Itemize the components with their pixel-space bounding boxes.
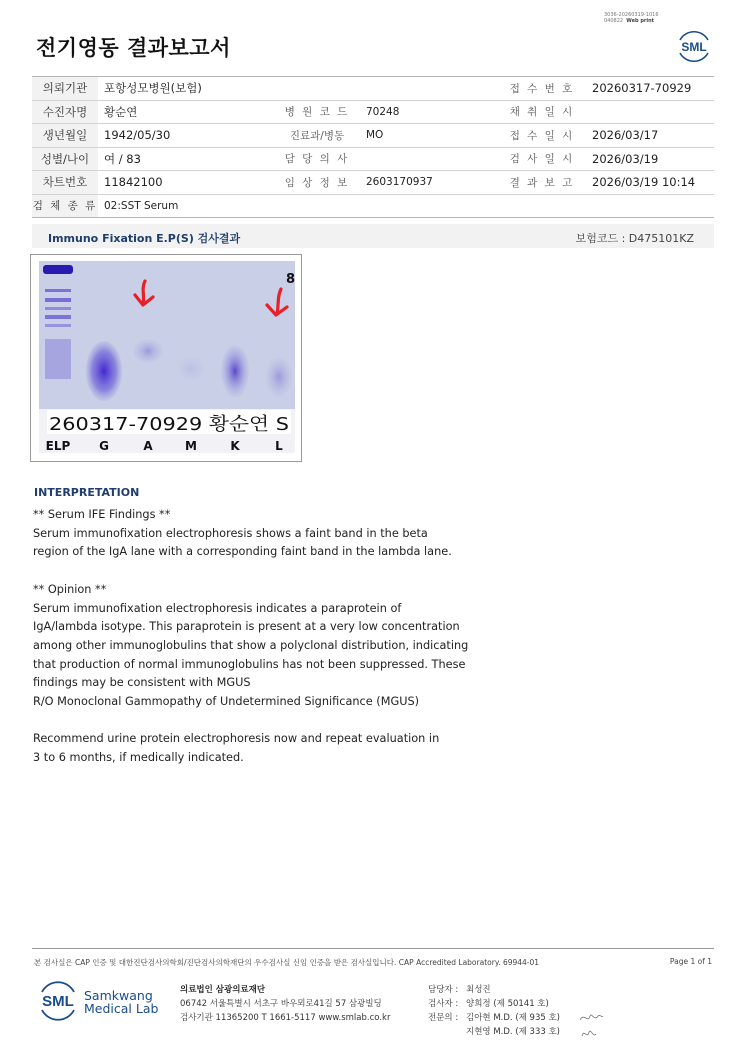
interpretation-line: Serum immunofixation electrophoresis shows a faint band in the beta [33,526,428,540]
info-row [32,77,714,101]
info-row [32,100,714,124]
receipt-number-value: 20260317-70929 [586,77,714,101]
gel-sample-label: 260317-70929 황순연 S [49,414,289,435]
staff-name: 김아현 M.D. (제 935 호) [466,1013,561,1023]
lane-label: L [275,439,283,453]
interpretation-line: region of the IgA lane with a corresponding faint band in the lambda lane. [33,545,452,559]
igm-lane [177,357,205,381]
label-department: 진료과/병동 [274,124,360,148]
lane-label: A [143,439,153,453]
hospital-code-value: 70248 [360,100,498,124]
handwritten-signature [578,1010,604,1042]
label-sex-age: 성별/나이 [32,147,98,171]
patient-info-table [32,76,714,218]
info-row [32,124,714,148]
birth-date-value: 1942/05/30 [98,124,274,148]
lane-label: M [185,439,197,453]
label-specimen-type: 검 체 종 류 [32,194,98,218]
print-code-line2: 040822 [604,18,624,24]
interpretation-line: that production of normal immunoglobulins has not been suppressed. These [33,657,466,671]
org-address: 06742 서울특별시 서초구 바우뫼로41길 57 삼광빌딩 [180,999,382,1009]
brand-line2: Medical Lab [84,1001,159,1016]
lane-number: 8 [286,272,296,287]
label-physician: 담 당 의 사 [274,147,360,171]
lane-label: K [230,439,240,453]
info-row [32,194,714,218]
label-chart-number: 차트번호 [32,171,98,195]
staff-list [428,983,560,1039]
lane-label: ELP [45,439,71,453]
label-result-report: 결 과 보 고 [498,171,586,195]
staff-row [428,1025,560,1039]
lane-label: G [99,439,109,453]
result-report-value: 2026/03/19 10:14 [586,171,714,195]
patient-name-value: 황순연 [98,100,274,124]
specimen-type-value: 02:SST Serum [98,194,714,218]
collection-time-value [586,100,714,124]
kappa-band [221,345,249,397]
interpretation-line: Recommend urine protein electrophoresis now and repeat evaluation in [33,732,440,746]
staff-role: 검사자 : [428,999,459,1009]
document-title: 전기영동 결과보고서 [36,36,231,60]
elp-band [45,298,71,302]
sml-logo-icon [674,26,714,66]
organization-info [180,983,390,1025]
interpretation-line: among other immunoglobulins that show a polyclonal distribution, indicating [33,638,469,652]
gel-image-frame [30,254,302,462]
elp-band [45,289,71,292]
igg-band [86,341,122,401]
staff-name: 양희정 (제 50141 호) [466,999,549,1009]
clinical-info-value: 2603170937 [360,171,498,195]
lambda-band [266,357,292,397]
iga-faint-band [133,339,163,363]
staff-name: 지현영 M.D. (제 333 호) [466,1027,561,1037]
sex-age-value: 여 / 83 [98,147,274,171]
staff-row [428,1011,560,1025]
interpretation-line: ** Opinion ** [33,582,107,596]
interpretation-text [33,506,493,768]
elp-band [45,307,71,310]
interpretation-line: ** Serum IFE Findings ** [33,508,171,521]
label-receipt-time: 접 수 일 시 [498,124,586,148]
label-birth-date: 생년월일 [32,124,98,148]
label-patient-name: 수진자명 [32,100,98,124]
footer-divider [32,948,714,949]
section-title: Immuno Fixation E.P(S) 검사결과 [48,232,241,245]
brand-name [84,989,158,1015]
result-section-bar [32,224,714,248]
staff-role: 전문의 : [428,1013,459,1023]
interpretation-line: IgA/lambda isotype. This paraprotein is present at a very low concentration [33,620,460,634]
interpretation-line: R/O Monoclonal Gammopathy of Undetermined Significance (MGUS) [33,695,420,709]
print-code [604,12,659,24]
physician-value [360,147,498,171]
label-requesting-org: 의뢰기관 [32,77,98,101]
info-row [32,147,714,171]
receipt-time-value: 2026/03/17 [586,124,714,148]
web-print-label: Web print [626,18,655,24]
sml-footer-logo-icon [36,978,80,1024]
print-code-line1: 3036-20260319-1016 [604,12,659,18]
page-number: Page 1 of 1 [669,957,712,966]
logo-top-text: SML [681,40,707,54]
org-contact: 검사기관 11365200 T 1661-5117 www.smlab.co.kr [180,1013,391,1023]
label-collection-time: 채 취 일 시 [498,100,586,124]
test-date-value: 2026/03/19 [586,147,714,171]
logo-bottom-text: SML [42,993,74,1010]
accreditation-note: 본 검사실은 CAP 인증 및 대한진단검사의학회/진단검사의학재단의 우수검사실 신임 인증을 받은 검사실입니다. CAP Accredited Laboratory. 69944-01 [34,958,540,967]
department-value: MO [360,124,498,148]
interpretation-line: 3 to 6 months, if medically indicated. [33,751,244,765]
staff-row [428,997,560,1011]
chart-number-value: 11842100 [98,171,274,195]
elp-gamma-region [45,339,71,379]
staff-row [428,983,560,997]
elp-band [45,315,71,319]
elp-band [45,324,71,327]
interpretation-line: findings may be consistent with MGUS [33,676,251,690]
staff-role: 담당자 : [428,985,459,995]
label-receipt-number: 접 수 번 호 [498,77,586,101]
elp-albumin-band [43,265,73,274]
info-row [32,171,714,195]
staff-name: 최성진 [466,985,491,995]
label-test-date: 검 사 일 시 [498,147,586,171]
interpretation-line: Serum immunofixation electrophoresis indicates a paraprotein of [33,601,402,615]
interpretation-blank [33,562,493,581]
interpretation-title: INTERPRETATION [34,486,140,499]
insurance-code: 보험코드 : D475101KZ [575,232,694,245]
interpretation-blank [33,712,493,731]
ife-gel-image [35,259,297,457]
org-name: 의료법인 삼광의료재단 [180,985,266,995]
label-hospital-code: 병 원 코 드 [274,100,360,124]
requesting-org-value: 포항성모병원(보험) [98,77,498,101]
label-clinical-info: 임 상 정 보 [274,171,360,195]
brand-line1: Samkwang [84,988,153,1003]
